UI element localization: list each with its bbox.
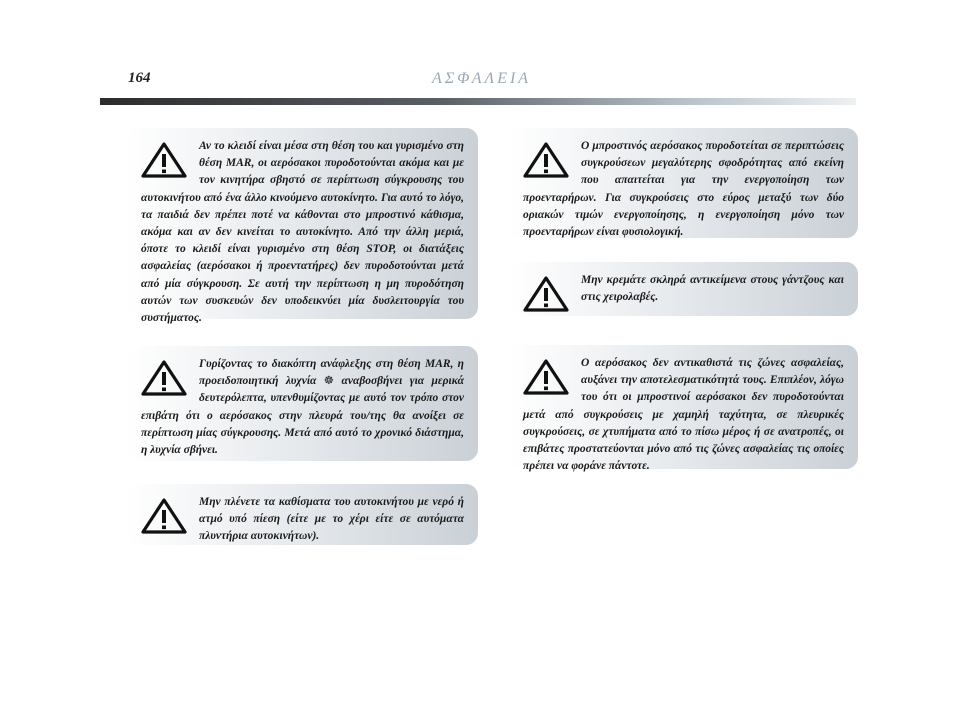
warning-box [127, 346, 478, 461]
warning-triangle-icon [523, 276, 569, 312]
warning-text: Μην πλένετε τα καθίσματα του αυτοκινήτου με νερό ή ατμό υπό πίεση (είτε με το χέρι είτε σε αυτόματα πλυντήρια αυτοκινήτων). [199, 496, 464, 543]
warning-triangle-icon [141, 360, 187, 396]
warning-text: Γυρίζοντας το διακόπτη ανάφλεξης στη θέση MAR, η προειδοποιητική λυχνία ☸ αναβοσβήνει για μερικά δευτερόλεπτα, υπενθυμίζοντας με αυτό τον τρόπο στον επιβάτη ότι ο αερόσακος στην πλευρά του/της θα ανοίξει σε περίπτωση μίας σύγκρουσης. Μετά από αυτό το χρονικό διάστημα, η λυχνία σβήνει. [141, 358, 464, 457]
warning-triangle-icon [141, 142, 187, 178]
warning-triangle-icon [523, 359, 569, 395]
warning-text: Ο αερόσακος δεν αντικαθιστά τις ζώνες ασφαλείας, αυξάνει την αποτελεσματικότητά τους. Επιπλέον, λόγω του ότι οι μπροστινοί αερόσακοι δεν πυροδοτούνται μετά από συγκρούσεις με χαμηλή ταχύτητα, σε πλευρικές συγκρούσεις, σε χτυπήματα από το πίσω μέρος ή σε ανατροπές, οι επιβάτες προστατεύονται μόνο από τις ζώνες ασφαλείας τις οποίες πρέπει να φοράνε πάντοτε. [523, 357, 844, 473]
warning-box [509, 128, 858, 238]
warning-box [509, 262, 858, 316]
warning-triangle-icon [141, 498, 187, 534]
warning-box [127, 128, 478, 325]
warning-triangle-icon [523, 142, 569, 178]
warning-text: Αν το κλειδί είναι μέσα στη θέση του και γυρισμένο στη θέση MAR, οι αερόσακοι πυροδοτούνται ακόμα και με τον κινητήρα σβηστό σε περίπτωση σύγκρουσης του αυτοκινήτου από ένα άλλο κινούμενο αυτοκίνητο. Για αυτό το λόγο, τα παιδιά δεν πρέπει ποτέ να κάθονται στο μπροστινό κάθισμα, ακόμα και αν δεν κινείται το αυτοκίνητο. Από την άλλη μεριά, όποτε το κλειδί είναι γυρισμένο στη θέση STOP, οι διατάξεις ασφαλείας (αερόσακοι ή προεντατήρες) δεν πυροδοτούνται μετά από μία σύγκρουση. Σε αυτή την περίπτωση η μη πυροδότηση αυτών των συσκευών δεν υποδεικνύει μία δυσλειτουργία του συστήματος. [141, 140, 464, 325]
page-number: 164 [128, 70, 151, 86]
warning-box [127, 484, 478, 545]
warning-text: Ο μπροστινός αερόσακος πυροδοτείται σε περιπτώσεις συγκρούσεων μεγαλύτερης σφοδρότητας από εκείνη που απαιτείται για την ενεργοποίηση των προενταρήρων. Για συγκρούσεις στο εύρος μεταξύ των δύο οριακών τιμών ενεργοποίησης, η ενεργοποίηση μόνο των προενταρήρων είναι φυσιολογική. [523, 140, 844, 239]
header-rule [100, 98, 856, 105]
warning-text: Μην κρεμάτε σκληρά αντικείμενα στους γάντζους και στις χειρολαβές. [581, 274, 844, 304]
warning-box [509, 345, 858, 473]
section-title: ΑΣΦΑΛΕΙΑ [432, 70, 532, 87]
